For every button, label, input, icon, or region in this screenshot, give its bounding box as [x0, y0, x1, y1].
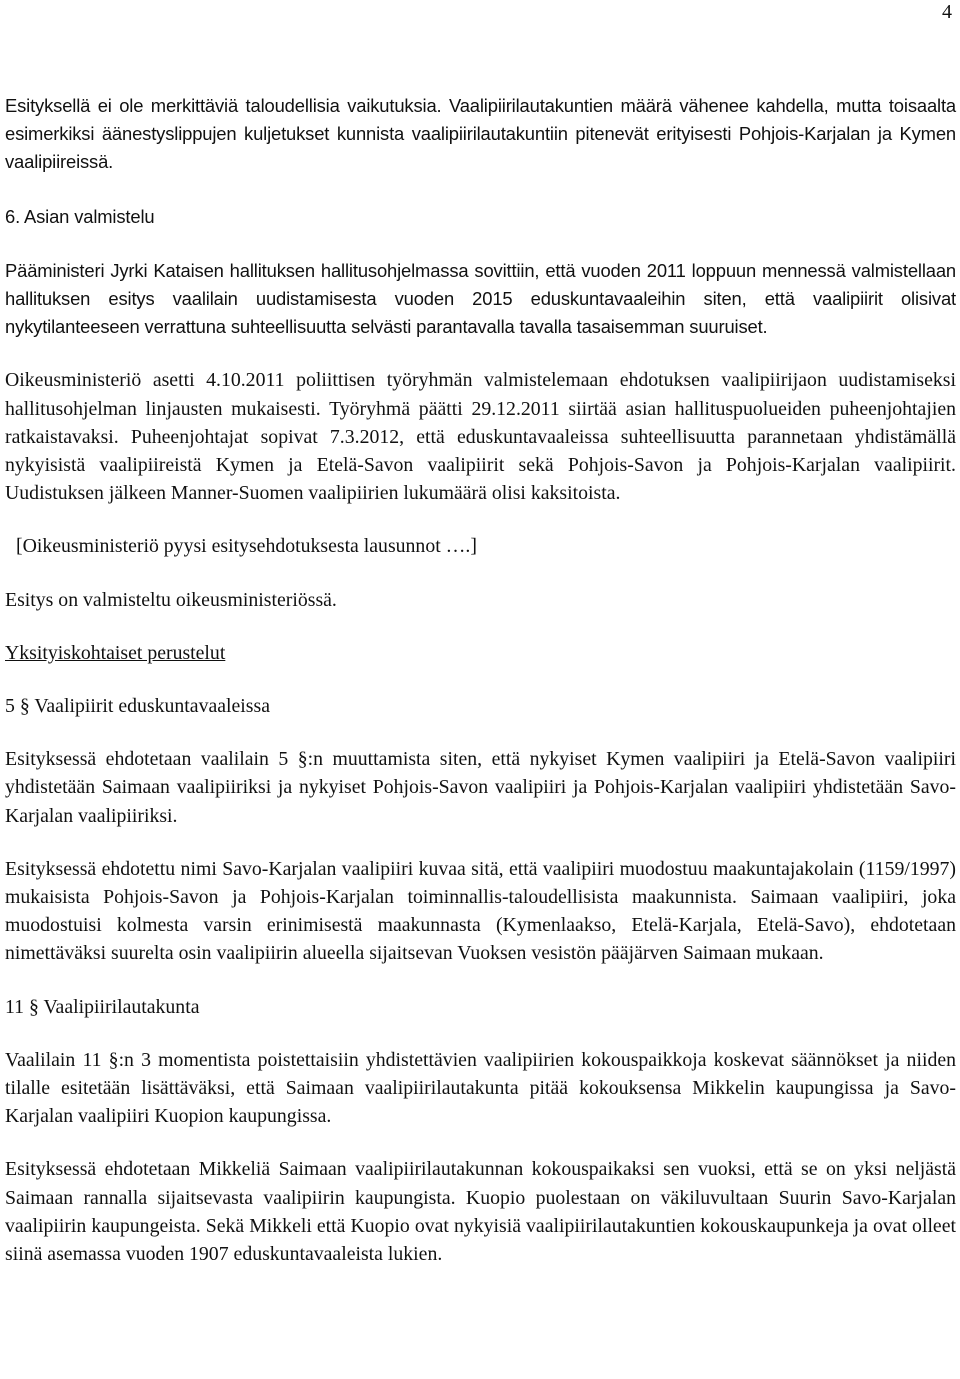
paragraph-working-group: Oikeusministeriö asetti 4.10.2011 poliittisen työryhmän valmistelemaan ehdotuksen vaalipiirijaon uudistamiseksi hallitusohjelman linjausten mukaisesti. Työryhmä päätti 29.12.2011 siirtää asian hallituspuolueiden puheenjohtajien ratkaistavaksi. Puheenjohtajat sopivat 7.3.2012, että eduskuntavaaleissa suhteellisuutta parannetaan yhdistämällä nykyisistä vaalipiireistä Kymen ja Etelä-Savon vaalipiirit sekä Pohjois-Savon ja Pohjois-Karjalan vaalipiirit. Uudistuksen jälkeen Manner-Suomen vaalipiirien lukumäärä olisi kaksitoista. [5, 369, 956, 505]
paragraph-government-programme: Pääministeri Jyrki Kataisen hallituksen hallitusohjelmassa sovittiin, että vuoden 2011 loppuun mennessä valmistellaan hallituksen esitys vaalilain uudistamisesta vuoden 2015 eduskuntavaaleihin siten, että vaalipiirit olisivat nykytilanteeseen verrattuna suhteellisuutta selvästi parantavalla tavalla tasaisemman suuruiset. [5, 259, 956, 338]
paragraph-district-naming: Esityksessä ehdotettu nimi Savo-Karjalan vaalipiiri kuvaa sitä, että vaalipiiri muodostuu maakuntajakolain (1159/1997) mukaisista Pohjois-Savon ja Pohjois-Karjalan toiminnallis-taloudellisista maakunnista. Saimaan vaalipiiri, joka muodostuisi kolmesta varsin erinimisestä maakunnasta (Kymenlaakso, Etelä-Karjala, Etelä-Savo), ehdotetaan nimettäväksi suurelta osin vaalipiirin alueella sijaitsevan Vuoksen vesistön pääjärven Saimaan mukaan. [5, 857, 956, 965]
heading-detailed-justification: Yksityiskohtaiset perustelut [5, 641, 226, 664]
page-number: 4 [942, 1, 952, 23]
paragraph-section-5-proposal: Esityksessä ehdotetaan vaalilain 5 §:n muuttamista siten, että nykyiset Kymen vaalipiiri ja Etelä-Savon vaalipiiri yhdistetään Saimaan vaalipiiriksi ja nykyiset Pohjois-Savon vaalipiiri ja Pohjois-Karjalan vaalipiiri yhdistetään Savo-Karjalan vaalipiiriksi. [5, 748, 956, 827]
paragraph-section-11-meeting-places: Vaalilain 11 §:n 3 momentista poistettaisiin yhdistettävien vaalipiirien kokouspaikkoja koskevat säännökset ja niiden tilalle esitetään lisättäväksi, että Saimaan vaalipiirilautakunta pitää kokouksensa Mikkelin kaupungissa ja Savo-Karjalan vaalipiiri Kuopion kaupungissa. [5, 1048, 956, 1128]
paragraph-consultation-note: [Oikeusministeriö pyysi esitysehdotuksesta lausunnot ….] [16, 535, 477, 558]
heading-section-11: 11 § Vaalipiirilautakunta [5, 995, 200, 1018]
paragraph-mikkeli-kuopio: Esityksessä ehdotetaan Mikkeliä Saimaan vaalipiirilautakunnan kokouspaikaksi sen vuoksi, että se on yksi neljästä Saimaan rannalla sijaitsevasta vaalipiirin kaupungista. Kuopio puolestaan on väkiluvultaan Suurin Savo-Karjalan vaalipiirin kaupungeista. Sekä Mikkeli että Kuopio ovat nykyisiä vaalipiirilautakuntien kokouskaupunkeja ja ovat olleet siinä asemassa vuoden 1907 eduskuntavaaleista lukien. [5, 1158, 956, 1266]
document-body [5, 92, 956, 1268]
section-heading-preparation: 6. Asian valmistelu [5, 205, 155, 227]
heading-section-5: 5 § Vaalipiirit eduskuntavaaleissa [5, 695, 270, 718]
paragraph-economic-effects: Esityksellä ei ole merkittäviä taloudellisia vaikutuksia. Vaalipiirilautakuntien määrä vähenee kahdella, mutta toisaalta esimerkiksi äänestyslippujen kuljetukset kunnista vaalipiirilautakuntiin pitenevät erityisesti Pohjois-Karjalan ja Kymen vaalipiireissä. [5, 95, 956, 173]
paragraph-prepared-by: Esitys on valmisteltu oikeusministeriössä. [5, 588, 337, 611]
